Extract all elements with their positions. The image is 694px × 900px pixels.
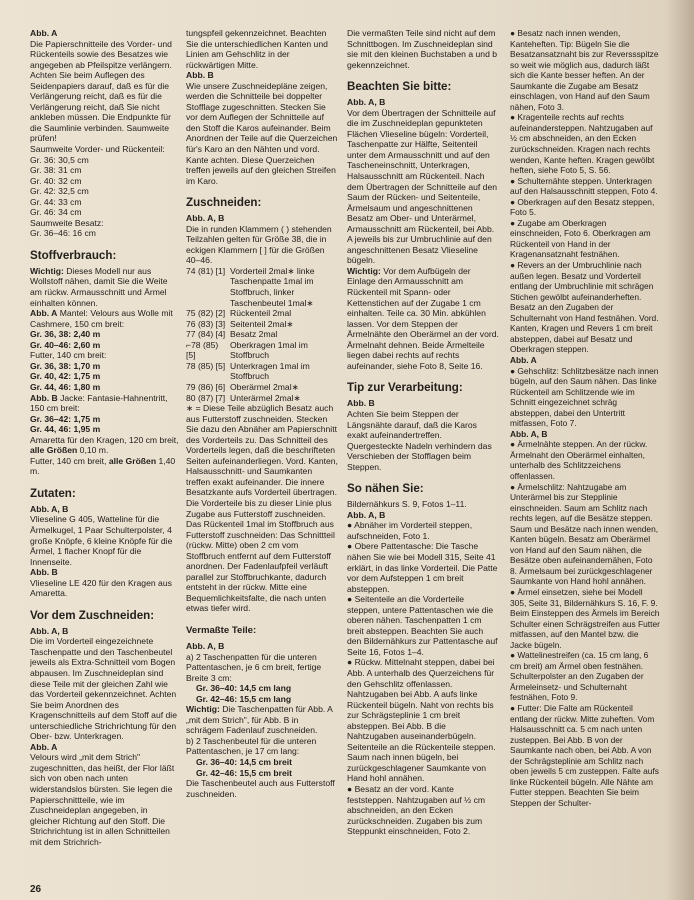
label: Abb. A — [30, 741, 58, 752]
part-desc: Oberärmel 2mal∗ — [230, 381, 299, 392]
paragraph: tungspfeil gekennzeichnet. Beachten Sie die unterschiedlichen Kanten und Linien am Gehschlitz in der rückwärtigen Mitte. — [186, 28, 328, 70]
list-item: ● Gehschlitz: Schlitzbesätze nach innen bügeln, auf den Saum nähen. Das linke Rückenteil am Schlitzende wie im Schnitt eingezeichnet schräg absteppen, dabei den Untertritt mitfassen, Foto 7. — [510, 365, 659, 429]
list-item: ● Schulternähte steppen. Unterkragen auf den Halsausschnitt steppen, Foto 4. — [510, 175, 658, 197]
paragraph: Wie unsere Zuschneidepläne zeigen, werden die Schnitteile bei doppelter Stofflage zugeschnitten. Stecken Sie vor dem Auflegen der Schnitteile auf den Stoff die Karos aufeinander. Beim Anordnen der Teile auf die Querzeichen für's Karo an den Nähten und vord. Kante achten. Diese Querzeichen treffen jeweils auf den gleichen Streifen im Karo. — [186, 80, 338, 186]
list-item: Gr. 44, 46: 1,80 m — [30, 381, 101, 392]
list-item: Gr. 36: 30,5 cm — [30, 154, 89, 165]
table-row — [186, 308, 338, 319]
part-number: 78 (85) [5] — [186, 360, 226, 371]
part-desc: Rückenteil 2mal — [230, 308, 292, 319]
paragraph: Bildernähkurs S. 9, Fotos 1–11. — [347, 499, 467, 510]
label: Abb. A, B — [347, 97, 386, 108]
list-item: Gr. 36–40: 14,5 cm lang — [196, 683, 292, 694]
list-item: ● Rückw. Mittelnaht steppen, dabei bei Abb. A unterhalb des Querzeichens für den Gehschlitz offenlassen. Nahtzugaben bei Abb. A aufs linke Rückenteil bügeln. Naht von rechts bis zur Schrägsteplinie 1 cm breit absteppen. Bei Abb. B die Nahtzugaben auseinanderbügeln. Seitenteile an die Rückenteile steppen. Saum nach innen bügeln, bei zurückgeschlagener Saumkante von Hand hohl annähen. — [347, 657, 496, 784]
paragraph: Wichtig: Vor dem Aufbügeln der Einlage den Armausschnitt am Rückenteil mit Spann- oder Kettenstichen auf der Zugabe 1 cm einhalten. Teile ca. 30 Min. abkühlen lassen. Vor dem Steppen der Ärmelnähte den Oberärmel an der vord. Ärmelnaht dehnen. Beide Ärmelteile liegen dabei rechts auf rechts aufeinander, siehe Foto 8, Seite 16. — [347, 265, 499, 371]
paragraph: Saumweite Besatz: — [30, 217, 104, 228]
table-row — [186, 340, 338, 361]
part-desc: Unterkragen 1mal im Stoffbruch — [230, 360, 310, 382]
part-desc: Unterärmel 2mal∗ — [230, 392, 301, 403]
list-item: ● Oberkragen auf den Besatz steppen, Foto 5. — [510, 196, 655, 218]
label: Abb. A, B — [347, 509, 386, 520]
table-row — [186, 361, 338, 382]
page-number: 26 — [30, 884, 42, 895]
paragraph: Futter, 140 cm breit: — [30, 350, 107, 361]
part-desc: Besatz 2mal — [230, 329, 278, 340]
paragraph: Die in runden Klammern ( ) stehenden Teilzahlen gelten für Größe 38, die in eckigen Klammern [ ] für die Größen 40–46. — [186, 223, 332, 266]
list-item: ● Abnäher im Vorderteil steppen, aufschneiden, Foto 1. — [347, 520, 473, 541]
paragraph: Gr. 36–46: 16 cm — [30, 228, 96, 239]
list-item: Gr. 42–46: 15,5 cm lang — [196, 693, 292, 704]
list-item: Gr. 36, 38: 1,70 m — [30, 360, 101, 371]
list-item: Gr. 36–40: 14,5 cm breit — [196, 757, 293, 767]
paragraph: Die im Vorderteil eingezeichnete Taschenpatte und den Taschenbeutel jeweils als Extra-Schnitteil vom Bogen abpausen. Im Zuschneideplan sind diese Teile mit der gleichen Zahl wie das Vorderteil gekennzeichnet. Achten Sie beim Anordnen des Kragenschnitteils auf dem Stoff auf die unterschiedliche Strichrichtung für den Ober- bzw. Unterkragen. — [30, 636, 177, 742]
paragraph: Die Taschenbeutel auch aus Futterstoff zuschneiden. — [186, 778, 335, 799]
part-number: 80 (87) [7] — [186, 392, 226, 403]
parts-table — [186, 266, 338, 403]
column-4 — [510, 28, 660, 888]
column-2 — [186, 28, 338, 888]
paragraph: Vor dem Übertragen der Schnitteile auf die im Zuschneideplan gepunkteten Flächen Vlieseline bügeln: Vorderteil, Taschenpatte zur Hälfte, Seitenteil unter dem Armausschnitt und auf den Tascheneinschnitt, Unterkragen, Halsausschnitt am Rückenteil. Nach dem Übertragen der Schnitteile auf den Saum der Rücken- und Seitenteile, Ärmelsaum und angeschnittenen Besatz am Ober- und Unterärmel, Armausschnitt am Rückenteil, bei Abb. A jeweils bis zur Umbruchlinie auf den angeschnittenen Besatz Vlieseline bügeln. — [347, 107, 498, 266]
part-number: 74 (81) [1] — [186, 265, 226, 276]
list-item: ● Revers an der Umbruchlinie nach außen legen. Besatz und Vorderteil entlang der Umbruchlinie mit schrägen Stichen gewölbt aufeinanderheften. Besatz an den Zugaben der Schulternaht von Hand festnähen. Vord. Kanten, Kragen und Revers 1 cm breit absteppen, dabei auf Besatz und Oberkragen steppen. — [510, 260, 659, 355]
paragraph: Futter, 140 cm breit, alle Größen 1,40 m. — [30, 455, 176, 477]
label: Abb. A, B — [30, 625, 69, 636]
section-heading: Beachten Sie bitte: — [347, 80, 452, 94]
list-item: Gr. 40–46: 2,60 m — [30, 339, 101, 350]
paragraph: Saumweite Vorder- und Rückenteil: — [30, 144, 165, 155]
part-desc: Vorderteil 2mal∗ linke Taschenpatte 1mal im Stoffbruch, linker Taschenbeutel 1mal∗ — [230, 265, 315, 308]
list-item: ● Zugabe am Oberkragen einschneiden, Foto 6. Oberkragen am Rückenteil von Hand in der Kragenansatznaht festnähen. — [510, 217, 651, 260]
section-heading: Zutaten: — [30, 486, 76, 500]
part-number: ⌐78 (85) [5] — [186, 339, 219, 361]
list-item: Gr. 36, 38: 2,40 m — [30, 329, 101, 340]
saum-list — [30, 155, 180, 218]
list-item: ● Obere Pattentasche: Die Tasche nähen Sie wie bei Modell 315, Seite 41 erklärt, in das linke Vorderteil. Die Patte vor dem Aufsteppen 1 cm breit absteppen. — [347, 541, 498, 594]
table-row — [186, 382, 338, 393]
list-item: Gr. 42: 32,5 cm — [30, 186, 89, 197]
paragraph: Amaretta für den Kragen, 120 cm breit, alle Größen 0,10 m. — [30, 434, 179, 456]
paragraph: Velours wird „mit dem Strich" zugeschnitten, das heißt, der Flor läßt sich von oben nach unten widerstandslos bürsten. Sie legen die Papierschnittteile, wie im Zuschneideplan angegeben, in gleicher Richtung auf den Stoff. Die Strichrichtung ist in allen Schnitteilen mit dem Strichrich- — [30, 752, 175, 847]
list-item: ● Besatz nach innen wenden, Kanteheften. Tip: Bügeln Sie die Besatzansatznaht bis zur Reverssspitze so weit wie möglich aus, dadurch läßt sich die Kante besser heften. An der Saumkante die Zugabe am Besatz einschlagen, von Hand auf den Saum nähen, Foto 3. — [510, 28, 659, 112]
column-1 — [30, 28, 180, 888]
list-item: ● Kragenteile rechts auf rechts aufeinandersteppen. Nahtzugaben auf ½ cm abschneiden, an den Ecken zurückschneiden. Kragen nach rechts wenden, Kante heften. Kragen gewölbt heften, siehe Foto 5, S. 56. — [510, 112, 655, 176]
part-number: 76 (83) [3] — [186, 318, 226, 329]
list-item: ● Futter: Die Falte am Rückenteil entlang der rückw. Mitte zuheften. Vom Halsausschnitt ca. 5 cm nach unten zusteppen. Bei Abb. B von der Saumkante nach oben, bei Abb. A von der Schrägsteplinie am Schlitz nach oben jeweils 5 cm zusteppen. Falte aufs linke Rückenteil bügeln. Alle Nähte am Futter steppen. Beachten Sie beim Steppen der Schulter- — [510, 703, 659, 808]
section-heading: Tip zur Verarbeitung: — [347, 381, 463, 395]
column-3 — [347, 28, 499, 888]
part-desc: Seitenteil 2mal∗ — [230, 318, 294, 329]
section-heading: Stoffverbrauch: — [30, 248, 117, 262]
label: Abb. A, B — [510, 428, 548, 439]
list-item: Gr. 40: 32 cm — [30, 175, 82, 186]
list-item: Gr. 44, 46: 1,95 m — [30, 424, 101, 435]
list-item: Gr. 46: 34 cm — [30, 207, 82, 218]
list-item: ● Ärmelschlitz: Nahtzugabe am Unterärmel bis zur Stepplinie einschneiden. Saum am Schlitz nach rechts legen, auf die Besätze steppen. Saum und Besätze nach innen wenden, Kanten bügeln. Besatz am Oberärmel von Hand auf den Saum nähen, die Besätze oben aufeinandernähen, Foto 8. Ärmelsaum bei zurückgeschlagener Saumkante von Hand hohl annähen. — [510, 481, 659, 587]
list-item: Gr. 38: 31 cm — [30, 165, 82, 176]
list-item: Gr. 44: 33 cm — [30, 196, 82, 207]
label: Abb. A — [30, 28, 58, 38]
paragraph: Wichtig: Die Taschenpatten für Abb. A „mit dem Strich", für Abb. B in schrägem Fadenlauf zuschneiden. — [186, 704, 333, 736]
section-heading: So nähen Sie: — [347, 482, 424, 496]
section-heading: Zuschneiden: — [186, 196, 262, 210]
label: Abb. A, B — [30, 503, 69, 514]
label: Abb. A, B — [186, 640, 225, 651]
paragraph: Die vermaßten Teile sind nicht auf dem Schnittbogen. Im Zuschneideplan sind sie mit den kleinen Buchstaben a und b gekennzeichnet. — [347, 28, 498, 70]
paragraph: Vlieseline LE 420 für den Kragen aus Amaretta. — [30, 577, 172, 599]
list-item: Gr. 40, 42: 1,75 m — [30, 371, 101, 382]
paragraph: Achten Sie beim Steppen der Längsnähte darauf, daß die Karos exakt aufeinandertreffen. Quergesteckte Nadeln verhindern das Verschieben der Stofflagen beim Steppen. — [347, 408, 492, 472]
part-number: 79 (86) [6] — [186, 381, 226, 392]
table-row — [186, 266, 338, 308]
section-heading: Vor dem Zuschneiden: — [30, 608, 155, 622]
part-number: 75 (82) [2] — [186, 308, 226, 319]
section-heading: Vermaßte Teile: — [186, 624, 257, 636]
paragraph: a) 2 Taschenpatten für die unteren Pattentaschen, je 6 cm breit, fertige Breite 3 cm: — [186, 651, 322, 683]
label: Abb. B — [186, 70, 214, 81]
page-edge-shadow — [666, 0, 694, 900]
paragraph: Abb. A Mantel: Velours aus Wolle mit Cashmere, 150 cm breit: — [30, 308, 173, 329]
table-row — [186, 319, 338, 330]
list-item: Gr. 42–46: 15,5 cm breit — [196, 767, 293, 778]
table-row — [186, 329, 338, 340]
list-item: ● Wattelinestreifen (ca. 15 cm lang, 6 cm breit) am Ärmel oben festnähen. Schulterpolster an den Zugaben der Ärmeleinsetz- und Schulternaht festnähen, Foto 9. — [510, 650, 649, 703]
paragraph: ∗ = Diese Teile abzüglich Besatz auch aus Futterstoff zuschneiden. Stecken Sie dazu den Abnäher am Papierschnitt des Vorderteils zu. Das Schnitteil des Vorderteils legen, daß die beschrifteten Seiten aufeinanderliegen. Vord. Kanten, Halsausschnitt- und Saumkanten treffen exakt aufeinander. Die innere Besatzkante aufs Vorderteil übertragen. Die Vorderteile bis zu dieser Linie plus Zugabe aus Futterstoff zuschneiden. Das Rückenteil 1mal im Stoffbruch aus Futterstoff zuschneiden: Das Schnittteil (rückw. Mitte) oben 2 cm vom Stoffbruch entfernt auf dem Futterstoff anordnen. Der Fadenlaufpfeil verläuft parallel zur Stoffbruchkante, dadurch entsteht in der rückw. Mitte eine Bequemlichkeitsfalte, die nach unten etwas tiefer wird. — [186, 403, 338, 614]
paragraph: b) 2 Taschenbeutel für die unteren Pattentaschen, je 17 cm lang: — [186, 735, 317, 757]
list-item: ● Seitenteile an die Vorderteile steppen, untere Pattentaschen wie die oberen nähen. Taschenpatten 1 cm breit absteppen. Beachten Sie auch den Bildernähkurs zur Pattentasche auf Seite 16, Fotos 1–4. — [347, 594, 498, 657]
list-item: ● Ärmel einsetzen, siehe bei Modell 305, Seite 31, Bildernähkurs S. 16, F. 9. Beim Einsteppen des Ärmels im Bereich Schulter einen Schrägstreifen aus Futter mitfassen, auf den Mantel bzw. die Jacke bügeln. — [510, 586, 660, 650]
table-row — [186, 393, 338, 404]
part-desc: Oberkragen 1mal im Stoffbruch — [230, 339, 308, 361]
paragraph: Wichtig: Dieses Modell nur aus Wollstoff nähen, damit Sie die Weite am rückw. Armausschnitt und Ärmel einhalten können. — [30, 265, 168, 308]
paragraph: Vlieseline G 405, Watteline für die Ärmelkugel, 1 Paar Schulterpolster, 4 große Knöpfe, 6 kleine Knöpfe für die Ärmel, 1 flacher Knopf für die Innenseite. — [30, 514, 173, 567]
list-item: ● Besatz an der vord. Kante feststeppen. Nahtzugaben auf ½ cm abschneiden, an den Ecken zurückschneiden. Zugaben bis zum Steppunkt einschneiden, Foto 2. — [347, 784, 486, 837]
list-item: ● Ärmelnähte steppen. An der rückw. Ärmelnaht den Oberärmel einhalten, unterhalb des Schlitzzeichens offenlassen. — [510, 439, 648, 481]
paragraph: Abb. B Jacke: Fantasie-Hahnentritt, 150 cm breit: — [30, 392, 168, 414]
label: Abb. A, B — [186, 213, 225, 224]
label: Abb. B — [347, 398, 375, 409]
paragraph: Die Papierschnitteile des Vorder- und Rückenteils sowie des Besatzes wie angegeben ab Pfeilspitze verlängern. Achten Sie beim Auflegen des Seidenpapiers darauf, daß es für die Verlängerung reicht, daß es für die Verlängerung reicht, daß Sie nicht ankleben müssen. Die Endpunkte für die Saumlinie verbinden. Saumweite prüfen! — [30, 38, 172, 144]
label: Abb. B — [30, 567, 58, 578]
list-item: Gr. 36–42: 1,75 m — [30, 413, 101, 424]
label: Abb. A — [510, 354, 537, 365]
part-number: 77 (84) [4] — [186, 329, 226, 340]
